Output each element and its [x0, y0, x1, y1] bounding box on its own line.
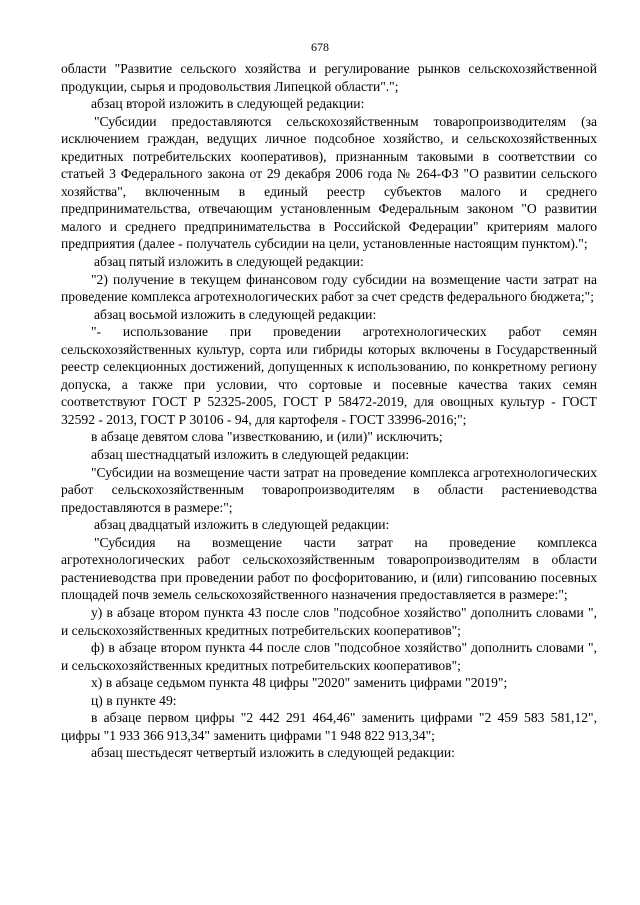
paragraph-instruction: абзац пятый изложить в следующей редакции:	[94, 254, 364, 270]
paragraph-amendment: ф) в абзаце втором пункта 44 после слов "подсобное хозяйство" дополнить словами ", и сельскохозяйственных кредитных потребительских кооперативов";	[61, 640, 597, 673]
paragraph-instruction: абзац шестьдесят четвертый изложить в следующей редакции:	[91, 745, 455, 761]
paragraph-amendment: у) в абзаце втором пункта 43 после слов "подсобное хозяйство" дополнить словами ", и сельскохозяйственных кредитных потребительских кооперативов";	[61, 604, 597, 638]
page-number: 678	[311, 40, 329, 54]
paragraph-quote: "Субсидии на возмещение части затрат на проведение комплекса агротехнологических работ сельскохозяйственным товаропроизводителям в области растениеводства предоставляются в размере:";	[61, 464, 597, 515]
paragraph-amendment: х) в абзаце седьмом пункта 48 цифры "2020" заменить цифрами "2019";	[91, 675, 508, 691]
paragraph-continuation: области "Развитие сельского хозяйства и регулирование рынков сельскохозяйственной продукции, сырья и продовольствия Липецкой области".";	[61, 61, 597, 94]
paragraph-amendment: в абзаце первом цифры "2 442 291 464,46" заменить цифрами "2 459 583 581,12", цифры "1 933 366 913,34" заменить цифрами "1 948 822 913,34";	[61, 710, 597, 743]
paragraph-instruction: абзац восьмой изложить в следующей редакции:	[94, 306, 377, 322]
paragraph-instruction: абзац шестнадцатый изложить в следующей редакции:	[91, 447, 410, 463]
paragraph-instruction: абзац второй изложить в следующей редакции:	[91, 96, 365, 112]
paragraph-instruction: в абзаце девятом слова "известкованию, и (или)" исключить;	[91, 429, 443, 445]
paragraph-quote: "- использование при проведении агротехнологических работ семян сельскохозяйственных культур, сорта или гибриды которых включены в Государственный реестр селекционных достижений, допущенных к использованию, по конкретному региону допуска, а также при условии, что сортовые и посевные качества таких семян соответствуют ГОСТ Р 52325-2005, ГОСТ Р 58472-2019, для овощных культур - ГОСТ 32592 - 2013, ГОСТ Р 30106 - 94, для картофеля - ГОСТ 33996-2016;";	[61, 324, 597, 427]
paragraph-quote: "2) получение в текущем финансовом году субсидии на возмещение части затрат на проведение комплекса агротехнологических работ за счет средств федерального бюджета;";	[61, 271, 597, 305]
paragraph-quote: "Субсидии предоставляются сельскохозяйственным товаропроизводителям (за исключением граждан, ведущих личное подсобное хозяйство, и сельскохозяйственных кредитных потребительских кооперативов), признанным таковыми в соответствии со статьей 3 Федерального закона от 29 декабря 2006 года № 264-ФЗ "О развитии сельского хозяйства", включенным в единый реестр субъектов малого и среднего предпринимательства, отвечающим установленным Федеральным законом "О развитии малого и среднего предпринимательства в Российской Федерации" критериям малого предприятия (далее - получатель субсидии на цели, установленные настоящим пунктом).";	[61, 113, 597, 252]
paragraph-instruction: абзац двадцатый изложить в следующей редакции:	[94, 517, 390, 533]
paragraph-quote: "Субсидия на возмещение части затрат на проведение комплекса агротехнологических работ сельскохозяйственным товаропроизводителям в области растениеводства при проведении работ по фосфоритованию, и (или) гипсованию посевных площадей почв земель сельскохозяйственного назначения предоставляется в размере:";	[61, 534, 597, 603]
paragraph-amendment: ц) в пункте 49:	[91, 692, 177, 708]
document-body	[61, 60, 597, 762]
